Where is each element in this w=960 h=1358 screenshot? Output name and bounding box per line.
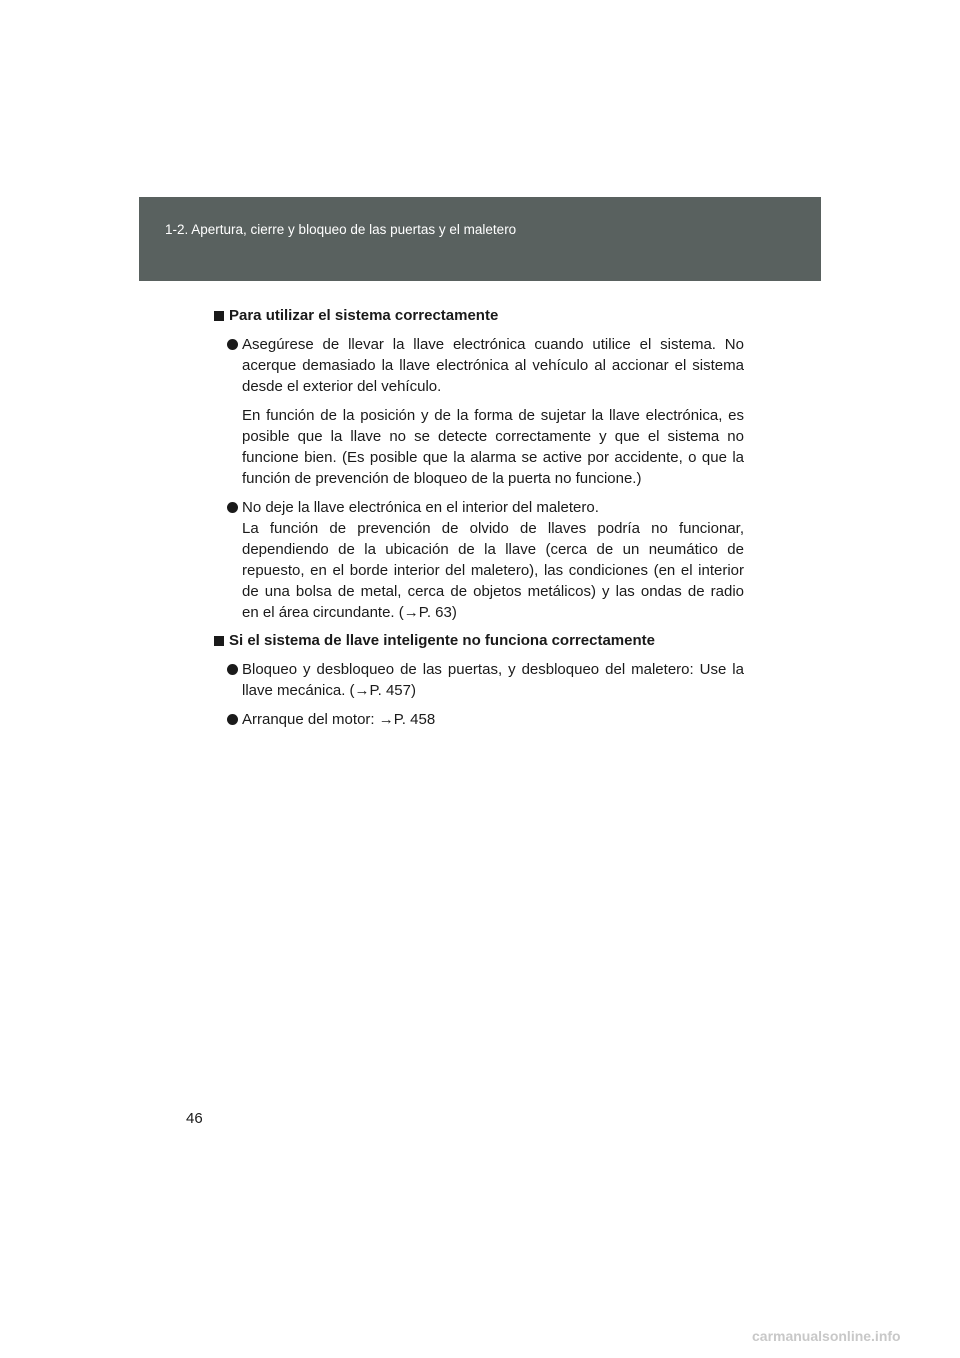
section-header [139,197,821,281]
page-number: 46 [186,1110,203,1127]
list-item [214,659,744,701]
section-title: Para utilizar el sistema correctamente [214,306,744,326]
watermark: carmanualsonline.info [752,1328,901,1344]
header-title: 1-2. Apertura, cierre y bloqueo de las puertas y el maletero [165,222,517,237]
list-item [214,709,744,730]
circle-bullet-icon [227,502,238,513]
circle-bullet-icon [227,664,238,675]
circle-bullet-icon [227,339,238,350]
manual-content [214,306,744,738]
paragraph: Arranque del motor: →P. 458 [242,711,436,728]
section-title: Si el sistema de llave inteligente no funciona correctamente [214,631,744,651]
paragraph: En función de la posición y de la forma de sujetar la llave electrónica, es posible que la llave no se detecte correctamente y que el sistema no funcione bien. (Es posible que la alarma se active por accidente, o que la función de prevención de bloqueo de la puerta no funcione.) [242,407,744,487]
paragraph: Asegúrese de llevar la llave electrónica cuando utilice el sistema. No acerque demasiado la llave electrónica al vehículo al accionar el sistema desde el exterior del vehículo. [242,336,744,395]
paragraph: Bloqueo y desbloqueo de las puertas, y desbloqueo del maletero: Use la llave mecánica. (→P. 457) [242,661,744,699]
list-item [214,334,744,489]
list-item [214,497,744,623]
paragraph: No deje la llave electrónica en el interior del maletero. La función de prevención de olvido de llaves podría no funcionar, dependiendo de la ubicación de la llave (cerca de un neumático de repuesto, en el borde interior del maletero), las condiciones (en el interior de una bolsa de metal, cerca de objetos metálicos) y las ondas de radio en el área circundante. (→P. 63) [242,499,744,621]
circle-bullet-icon [227,714,238,725]
square-bullet-icon [214,311,224,321]
square-bullet-icon [214,636,224,646]
section-correct-use [214,306,744,623]
section-not-working [214,631,744,730]
